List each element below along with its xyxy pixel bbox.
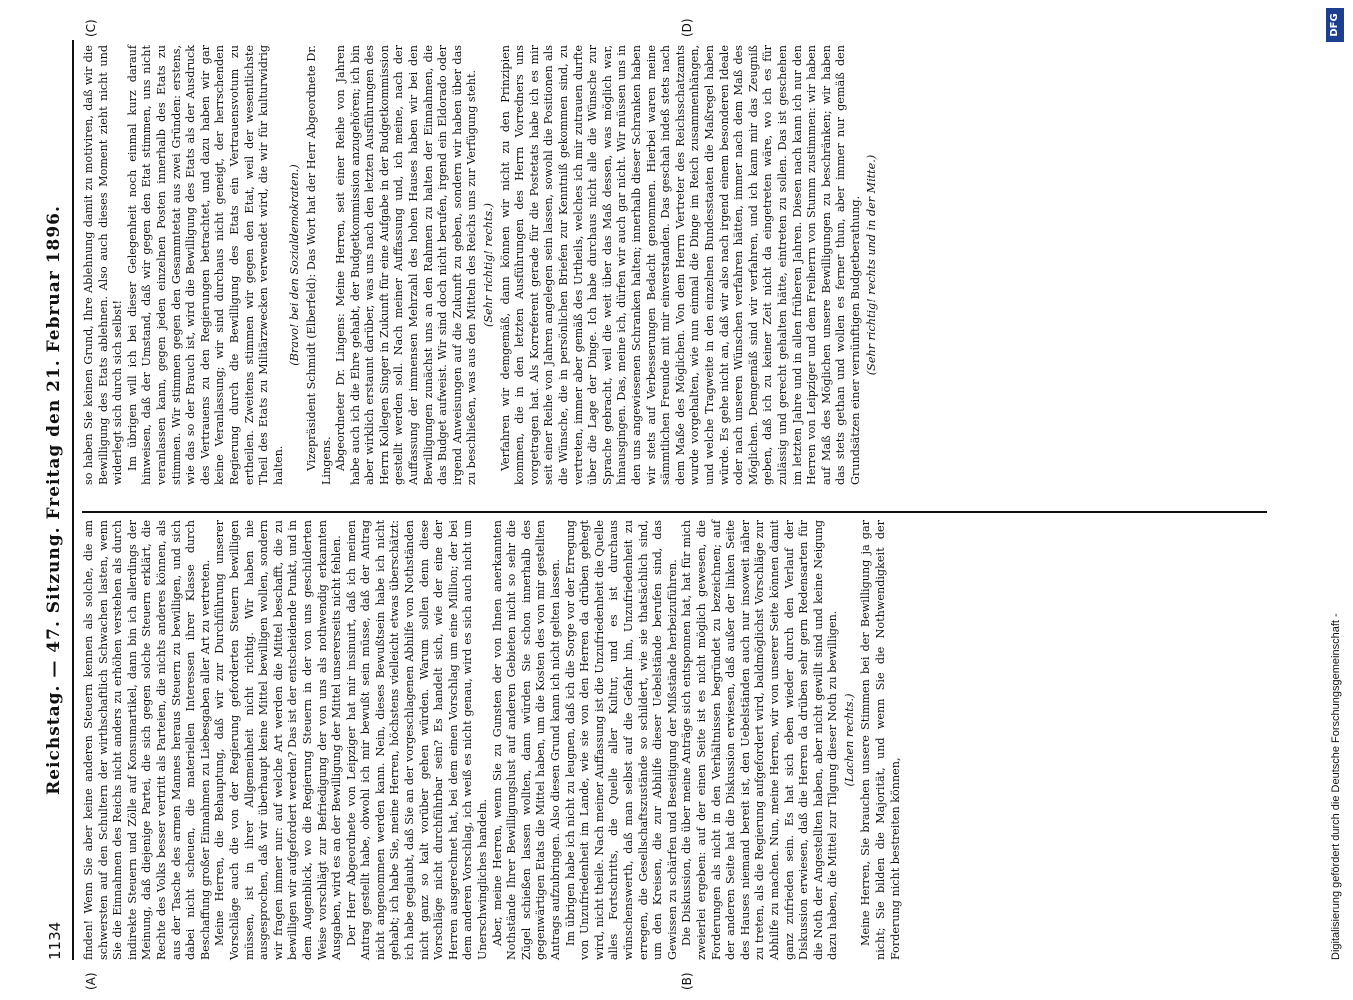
- margin-marker-a: (A): [84, 972, 98, 990]
- paragraph: Meine Herren, Sie brauchen unsere Stimmen bei der Bewilligung ja gar nicht; Sie bilden die Majorität, und wenn Sie die Nothwendigkeit der Forderung nicht bestreiten können,: [859, 520, 902, 960]
- digitization-note-text: Digitalisierung gefördert durch die Deutsche Forschungsgemeinschaft -: [1330, 613, 1342, 960]
- paragraph: finden! Wenn Sie aber keine anderen Steuern kennen als solche, die am schwersten auf den Schultern der wirthschaftlich Schwachen lasten, wenn Sie die Einnahmen des Reichs nicht anders zu erhöhen verstehen als durch indirekte Steuern und Zölle auf Konsumartikel, dann bin ich allerdings der Meinung, daß diejenige Partei, die sich gegen solche Steuern erklärt, die Rechte des Volks besser vertritt als Parteien, die nichts anderes können, als aus der Tasche des armen Mannes heraus Steuern zu bewilligen, und sich dabei nicht scheuen, die materiellen Interessen ihrer Klasse durch Beschaffung großer Einnahmen zu Liebesgaben aller Art zu vertreten.: [82, 520, 212, 960]
- interjection: (Bravo! bei den Sozialdemokraten.): [288, 164, 302, 366]
- paragraph: Abgeordneter Dr. Lingens: Meine Herren, seit einer Reihe von Jahren habe auch ich die Ehre gehabt, der Budgetkommission anzugehören; ich bin aber wirklich erstaunt darüber, was uns nach den letzten Ausführungen des Herrn Kollegen Singer in Zukunft für eine Aufgabe in der Budgetkommission gestellt werden soll. Nach meiner Auffassung und, ich meine, nach der Auffassung der immensen Mehrzahl des hohen Hauses haben wir bei den Bewilligungen zunächst uns an den Rahmen zu halten der Einnahmen, die das Budget aufweist. Wir sind doch nicht berufen, irgend ein Eldorado oder irgend Anweisungen auf die Zukunft zu geben, sondern wir haben über das zu beschließen, was aus den Mitteln des Reichs uns zur Verfügung steht.: [334, 45, 479, 485]
- paragraph: Im übrigen habe ich nicht zu leugnen, daß ich die Sorge vor der Erregung von Unzufriedenheit im Lande, wie sie von den Herren da drüben gehegt wird, nicht theile. Nach meiner Auffassung ist die Unzufriedenheit die Quelle alles Fortschritts, die Quelle aller Kultur, und es ist durchaus wünschenswerth, daß man selbst auf die Gefahr hin, Unzufriedenheit zu erregen, die Gesellschaftszustände so schildert, wie sie thatsächlich sind, um den Kreisen, die zur Abhilfe dieser Uebelstände berufen sind, das Gewissen zu schärfen und Beseitigung der Mißstände herbeizuführen.: [563, 520, 679, 960]
- page-header: [40, 40, 70, 960]
- interjection: (Sehr richtig! rechts.): [482, 202, 496, 328]
- digitization-note: [1318, 0, 1352, 1000]
- left-column: [82, 520, 903, 960]
- president-announcement: Vizepräsident Schmidt (Elberfeld): Das Wort hat der Herr Abgeordnete Dr. Lingens.: [304, 45, 333, 485]
- right-column: [82, 45, 882, 485]
- paragraph: Meine Herren, die Behauptung, daß wir zur Durchführung unserer Vorschläge auch die von der Regierung geforderten Steuern bewilligen müssen, ist in ihrer Allgemeinheit nicht richtig. Wir haben nie ausgesprochen, daß wir überhaupt keine Mittel bewilligen wollen, sondern wir fragen immer nur: auf welche Art werden die Mittel beschafft, die zu bewilligen wir aufgefordert werden? Das ist der entscheidende Punkt, und in dem Augenblick, wo die Regierung Steuern in der von uns geschilderten Weise vorschlägt zur Befriedigung der von uns als nothwendig erkannten Ausgaben, wird es an der Bewilligung der Mittel unsererseits nicht fehlen.: [213, 520, 344, 960]
- margin-marker-b: (B): [680, 972, 694, 990]
- paragraph: so haben Sie keinen Grund, Ihre Ablehnung damit zu motiviren, daß wir die Bewilligung des Etats ablehnen. Also auch dieses Moment zieht nicht und widerlegt sich durch sich selbst!: [82, 45, 125, 485]
- interjection: (Sehr richtig! rechts und in der Mitte.): [865, 154, 879, 376]
- paragraph: Die Diskussion, die über meine Anträge sich entsponnen hat, hat für mich zweierlei ergeben: auf der einen Seite ist es nicht möglich gewesen, die Forderungen als nicht in den Verhältnissen begründet zu bezeichnen; auf der anderen Seite hat die Diskussion erwiesen, daß außer der linken Seite des Hauses niemand bereit ist, den Uebelständen auch nur insoweit näher zu treten, als die Regierung aufgefordert wird, baldmöglichst Vorschläge zur Abhilfe zu machen. Nun, meine Herren, wir von unserer Seite können damit ganz zufrieden sein. Es hat sich eben wieder durch den Verlauf der Diskussion erwiesen, daß die Herren da drüben sehr gern Redensarten für die Noth der Angestellten haben, aber nicht gewillt sind und keine Neigung dazu haben, die Mittel zur Tilgung dieser Noth zu bewilligen.: [680, 520, 840, 960]
- header-rule: [72, 40, 74, 960]
- paragraph: Aber, meine Herren, wenn Sie zu Gunsten der von Ihnen anerkannten Nothstände Ihrer Bewilligungslust auf anderen Gebieten nicht so sehr die Zügel schießen lassen wollten, dann würden Sie schon innerhalb des gegenwärtigen Etats die Mittel haben, um die Kosten des von mir gestellten Antrags aufzubringen. Also diesen Grund kann ich nicht gelten lassen.: [490, 520, 562, 960]
- dfg-logo: DFG: [1326, 8, 1344, 42]
- paragraph: Im übrigen will ich bei dieser Gelegenheit noch einmal kurz darauf hinweisen, daß der Umstand, daß wir gegen den Etat stimmen, uns nicht veranlassen kann, gegen jeden einzelnen Posten innerhalb des Etats zu stimmen. Wir stimmen gegen den Gesammtetat aus zwei Gründen: erstens, wie das so der Brauch ist, wird die Bewilligung des Etats als der Ausdruck des Vertrauens zu den Regierungen betrachtet, und dazu haben wir gar keine Veranlassung; wir sind durchaus nicht geneigt, der herrschenden Regierung durch die Bewilligung des Etats ein Vertrauensvotum zu ertheilen. Zweitens stimmen wir gegen den Etat, weil der wesentlichste Theil des Etats zu Militärzwecken verwendet wird, die wir für kulturwidrig halten.: [125, 45, 285, 485]
- margin-marker-d: (D): [680, 18, 694, 37]
- column-divider: [82, 511, 1267, 513]
- margin-marker-c: (C): [84, 19, 98, 37]
- interjection: (Lachen rechts.): [842, 693, 856, 787]
- running-title: Reichstag. — 47. Sitzung. Freitag den 21. Februar 1896.: [44, 205, 64, 795]
- page-number: 1134: [46, 921, 64, 960]
- paragraph: Der Herr Abgeordnete von Leipziger hat mir insinuirt, daß ich meinen Antrag gestellt habe, obwohl ich mir bewußt sein müsse, daß der Antrag nicht angenommen werden kann. Nein, dieses Bewußtsein habe ich nicht gehabt; ich habe Sie, meine Herren, höchstens vielleicht etwas überschätzt: ich habe geglaubt, daß Sie an der vorgeschlagenen Abhilfe von Nothständen nicht ganz so kalt vorüber gehen würden. Warum sollen denn diese Vorschläge nicht durchführbar sein? Es handelt sich, wie der eine der Herren ausgerechnet hat, bei dem einen Vorschlag um eine Million; der bei dem anderen Vorschlag, ich weiß es nicht genau, wird es sich auch nicht um Unerschwingliches handeln.: [344, 520, 490, 960]
- paragraph: Verfahren wir demgemäß, dann können wir nicht zu den Prinzipien kommen, die in den letzten Ausführungen des Herrn Vorredners uns vorgetragen hat. Als Korreferent gerade für die Postetats habe ich es mir seit einer Reihe von Jahren angelegen sein lassen, sowohl die Positionen als die Wünsche, die in persönlichen Briefen zur Kenntniß gekommen sind, zu vertreten, immer aber gemäß des Urtheils, welches ich mir zutrauen durfte über die Lage der Dinge. Ich habe durchaus nicht alle die Wünsche zur Sprache gebracht, weil die weit über das Maß dessen, was möglich war, hinausgingen. Das, meine ich, dürfen wir auch gar nicht. Wir müssen uns in den uns angewiesenen Schranken halten; innerhalb dieser Schranken haben wir stets auf Verbesserungen Bedacht genommen. Hierbei waren meine sämmtlichen Freunde mit mir einverstanden. Das geschah indeß stets nach dem Maße des Möglichen. Von dem Herrn Vertreter des Reichsschatzamts wurde vorgehalten, wie nun einmal die Dinge im Reich zusammenhängen, und welche Tragweite in den einzelnen Bundesstaaten die Maßregel haben würde. Es gehe nicht an, daß wir also nach irgend einem besonderen Ideale oder nach unseren Wünschen verfahren hätten, immer nach dem Maß des Möglichen. Demgemäß sind wir verfahren, und ich kann mir das Zeugniß geben, daß ich zu keiner Zeit nicht da eingetreten wäre, wo ich es für zulässig und gerecht gehalten hätte, eintreten zu sollen. Das ist geschehen im letzten Jahre und in allen früheren Jahren. Diesen nach kann ich nur den Herren von Leipziger und dem Freiherrn von Stumm zustimmen: wir haben auf Maß des Möglichen unsere Bewilligungen zu beschränken; wir haben das stets gethan und wollen es ferner thun, aber immer nur gemäß den Grundsätzen einer vernünftigen Budgetberathung.: [498, 45, 862, 485]
